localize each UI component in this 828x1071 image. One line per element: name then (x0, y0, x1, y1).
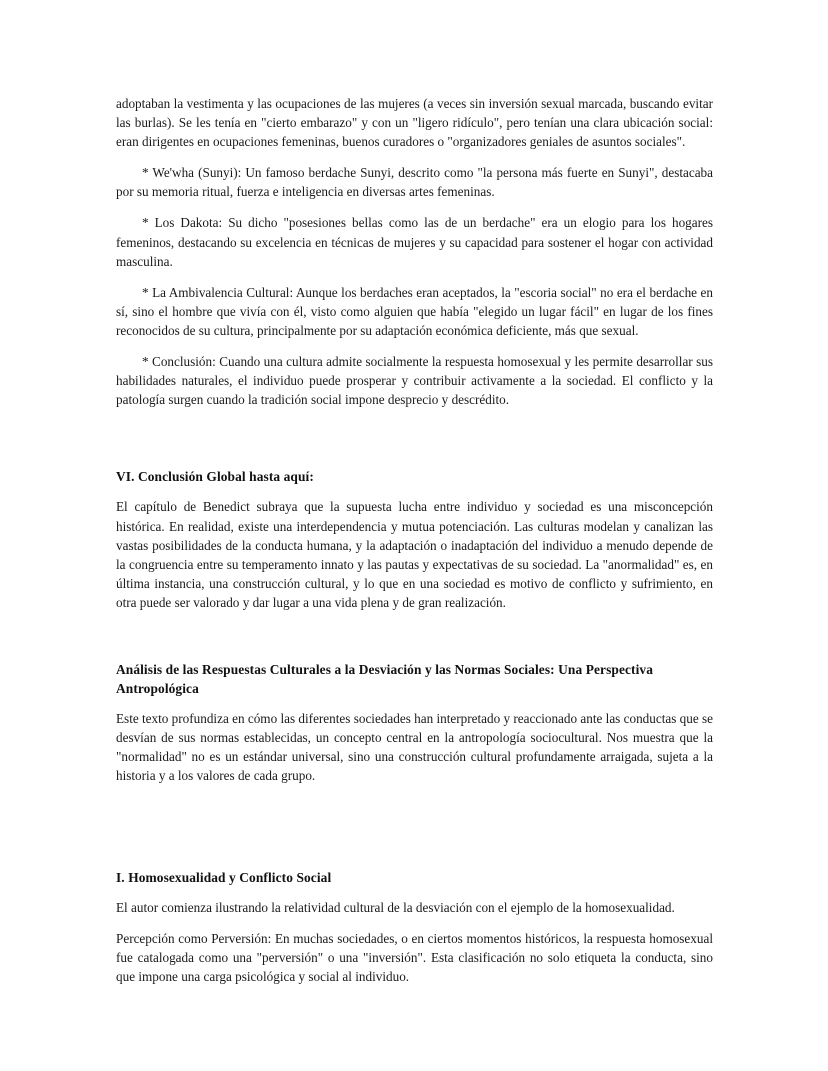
heading-seccion-i: I. Homosexualidad y Conflicto Social (116, 869, 332, 885)
paragraph-continuation: adoptaban la vestimenta y las ocupaciones de las mujeres (a veces sin inversión sexual marcada, buscando evitar las burlas). Se les tenía en "cierto embarazo" y con un "ligero ridículo", pero tenían una clara ubicación social: eran dirigentes en ocupaciones femeninas, buenos curadores o "organizadores geniales de asuntos sociales". (116, 96, 713, 150)
bullet-wewha: * We'wha (Sunyi): Un famoso berdache Sunyi, descrito como "la persona más fuerte en Sunyi", destacaba por su memoria ritual, fuerza e inteligencia en diversas artes femeninas. (116, 165, 713, 200)
paragraph-analisis-intro: Este texto profundiza en cómo las diferentes sociedades han interpretado y reaccionado ante las conductas que se desvían de sus normas establecidas, un concepto central en la antropología sociocultural. Nos muestra que la "normalidad" no es un estándar universal, sino una construcción cultural profundamente arraigada, sujeta a la historia y a los valores de cada grupo. (116, 711, 713, 784)
paragraph-percepcion-perversion: Percepción como Perversión: En muchas sociedades, o en ciertos momentos históricos, la respuesta homosexual fue catalogada como una "perversión" o una "inversión". Esta clasificación no solo etiqueta la conducta, sino que impone una carga psicológica y social al individuo. (116, 930, 713, 984)
bullet-dakota: * Los Dakota: Su dicho "posesiones bellas como las de un berdache" era un elogio para los hogares femeninos, destacando su excelencia en técnicas de mujeres y su capacidad para sostener el hogar con actividad masculina. (116, 215, 713, 269)
section-spacer-1 (116, 421, 713, 467)
heading-seccion-vi: VI. Conclusión Global hasta aquí: (116, 469, 314, 485)
heading-analisis-respuestas-culturales: Análisis de las Respuestas Culturales a la Desviación y las Normas Sociales: Una Perspectiva Antropológica (116, 661, 654, 697)
paragraph-conclusion-global: El capítulo de Benedict subraya que la supuesta lucha entre individuo y sociedad es una misconcepción histórica. En realidad, existe una interdependencia y mutua potenciación. Las culturas modelan y canalizan las vastas posibilidades de la conducta humana, y la adaptación o inadaptación del individuo a menudo depende de la congruencia entre su temperamento innato y las pautas y expectativas de su sociedad. La "anormalidad" es, en última instancia, una construcción cultural, y lo que en una sociedad es motivo de conflicto y sufrimiento, en otra puede ser valorado y dar lugar a una vida plena y de gran realización. (116, 499, 713, 610)
section-spacer-3 (116, 798, 713, 868)
bullet-conclusion: * Conclusión: Cuando una cultura admite socialmente la respuesta homosexual y les permite desarrollar sus habilidades naturales, el individuo puede prosperar y contribuir activamente a la sociedad. El conflicto y la patología surgen cuando la tradición social impone desprecio y descrédito. (116, 354, 713, 408)
paragraph-autor-comienza: El autor comienza ilustrando la relatividad cultural de la desviación con el ejemplo de la homosexualidad. (116, 899, 675, 915)
section-spacer-2 (116, 624, 713, 660)
document-text-column (116, 94, 713, 986)
bullet-ambivalencia-cultural: * La Ambivalencia Cultural: Aunque los berdaches eran aceptados, la "escoria social" no era el berdache en sí, sino el hombre que vivía con él, visto como alguien que había "elegido un lugar fácil" en lugar de los fines reconocidos de su cultura, principalmente por su adaptación económica deficiente, más que sexual. (116, 284, 713, 338)
